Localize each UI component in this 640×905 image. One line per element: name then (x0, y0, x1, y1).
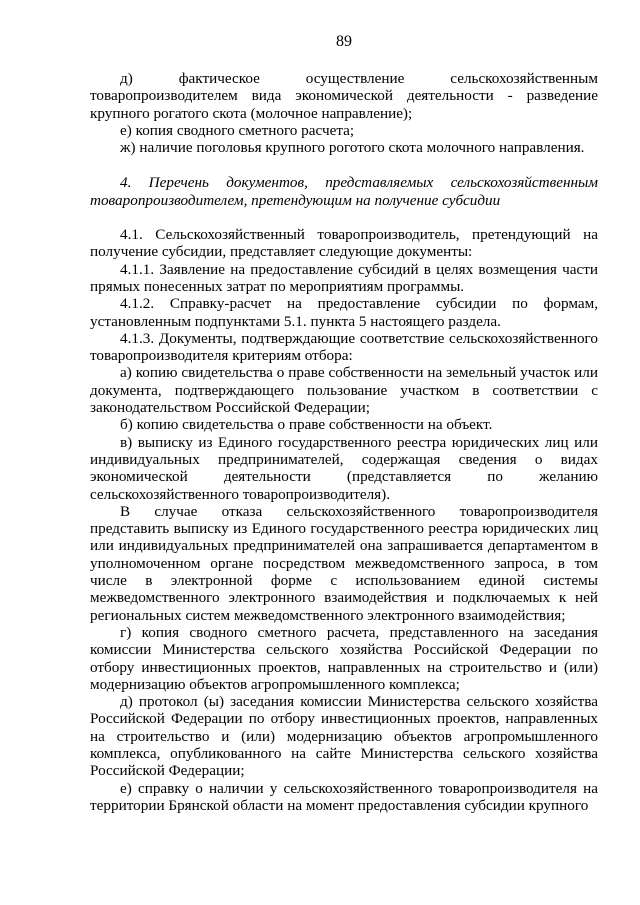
paragraph-g-estimate-copy: г) копия сводного сметного расчета, представленного на заседания комиссии Министерства сельского хозяйства Российской Федерации по отбору инвестиционных проектов, направленных на строительство и (или) модернизацию объектов агропромышленного комплекса; (90, 623, 598, 693)
paragraph-refusal-case: В случае отказа сельскохозяйственного товаропроизводителя представить выписку из Единого государственного реестра юридических лиц или индивидуальных предпринимателей она запрашивается департаментом в уполномоченном органе посредством межведомственного запроса, в том числе в электронной форме с использованием единой системы межведомственного электронного взаимодействия и подключаемых к ней региональных систем межведомственного электронного взаимодействия; (90, 502, 598, 624)
paragraph-4-1-1: 4.1.1. Заявление на предоставление субсидий в целях возмещения части прямых понесенных затрат по мероприятиям программы. (90, 260, 598, 295)
document-body (90, 70, 598, 814)
paragraph-e-estimate: е) копия сводного сметного расчета; (120, 121, 355, 139)
section-title: 4. Перечень документов, представляемых сельскохозяйственным товаропроизводителем, претендующим на получение субсидии (90, 174, 598, 209)
paragraph-4-1: 4.1. Сельскохозяйственный товаропроизводитель, претендующий на получение субсидии, представляет следующие документы: (90, 226, 598, 261)
paragraph-d-protocol: д) протокол (ы) заседания комиссии Министерства сельского хозяйства Российской Федерации по отбору инвестиционных проектов, направленных на строительство и (или) модернизацию объектов агропромышленного комплекса, опубликованного на сайте Министерства сельского хозяйства Российской Федерации; (90, 693, 598, 780)
paragraph-4-1-2: 4.1.2. Справку-расчет на предоставление субсидии по формам, установленным подпунктами 5.1. пункта 5 настоящего раздела. (90, 295, 598, 330)
page-number: 89 (336, 33, 352, 50)
paragraph-v-register: в) выписку из Единого государственного реестра юридических лиц или индивидуальных предпринимателей, содержащая сведения о видах экономической деятельности (представляется по желанию сельскохозяйственного товаропроизводителя). (90, 433, 598, 503)
paragraph-zh-livestock: ж) наличие поголовья крупного роготого скота молочного направления. (120, 139, 585, 157)
paragraph-b-property: б) копию свидетельства о праве собственности на объект. (120, 416, 493, 434)
paragraph-d-activity: д) фактическое осуществление сельскохозяйственным товаропроизводителем вида экономической деятельности - разведение крупного рогатого скота (молочное направление); (90, 70, 598, 122)
document-page (90, 0, 598, 905)
paragraph-e-certificate: е) справку о наличии у сельскохозяйственного товаропроизводителя на территории Брянской области на момент предоставления субсидии крупного (90, 779, 598, 814)
paragraph-a-land: а) копию свидетельства о праве собственности на земельный участок или документа, подтверждающего пользование участком в соответствии с законодательством Российской Федерации; (90, 364, 598, 417)
paragraph-4-1-3: 4.1.3. Документы, подтверждающие соответствие сельскохозяйственного товаропроизводителя критериям отбора: (90, 329, 598, 365)
